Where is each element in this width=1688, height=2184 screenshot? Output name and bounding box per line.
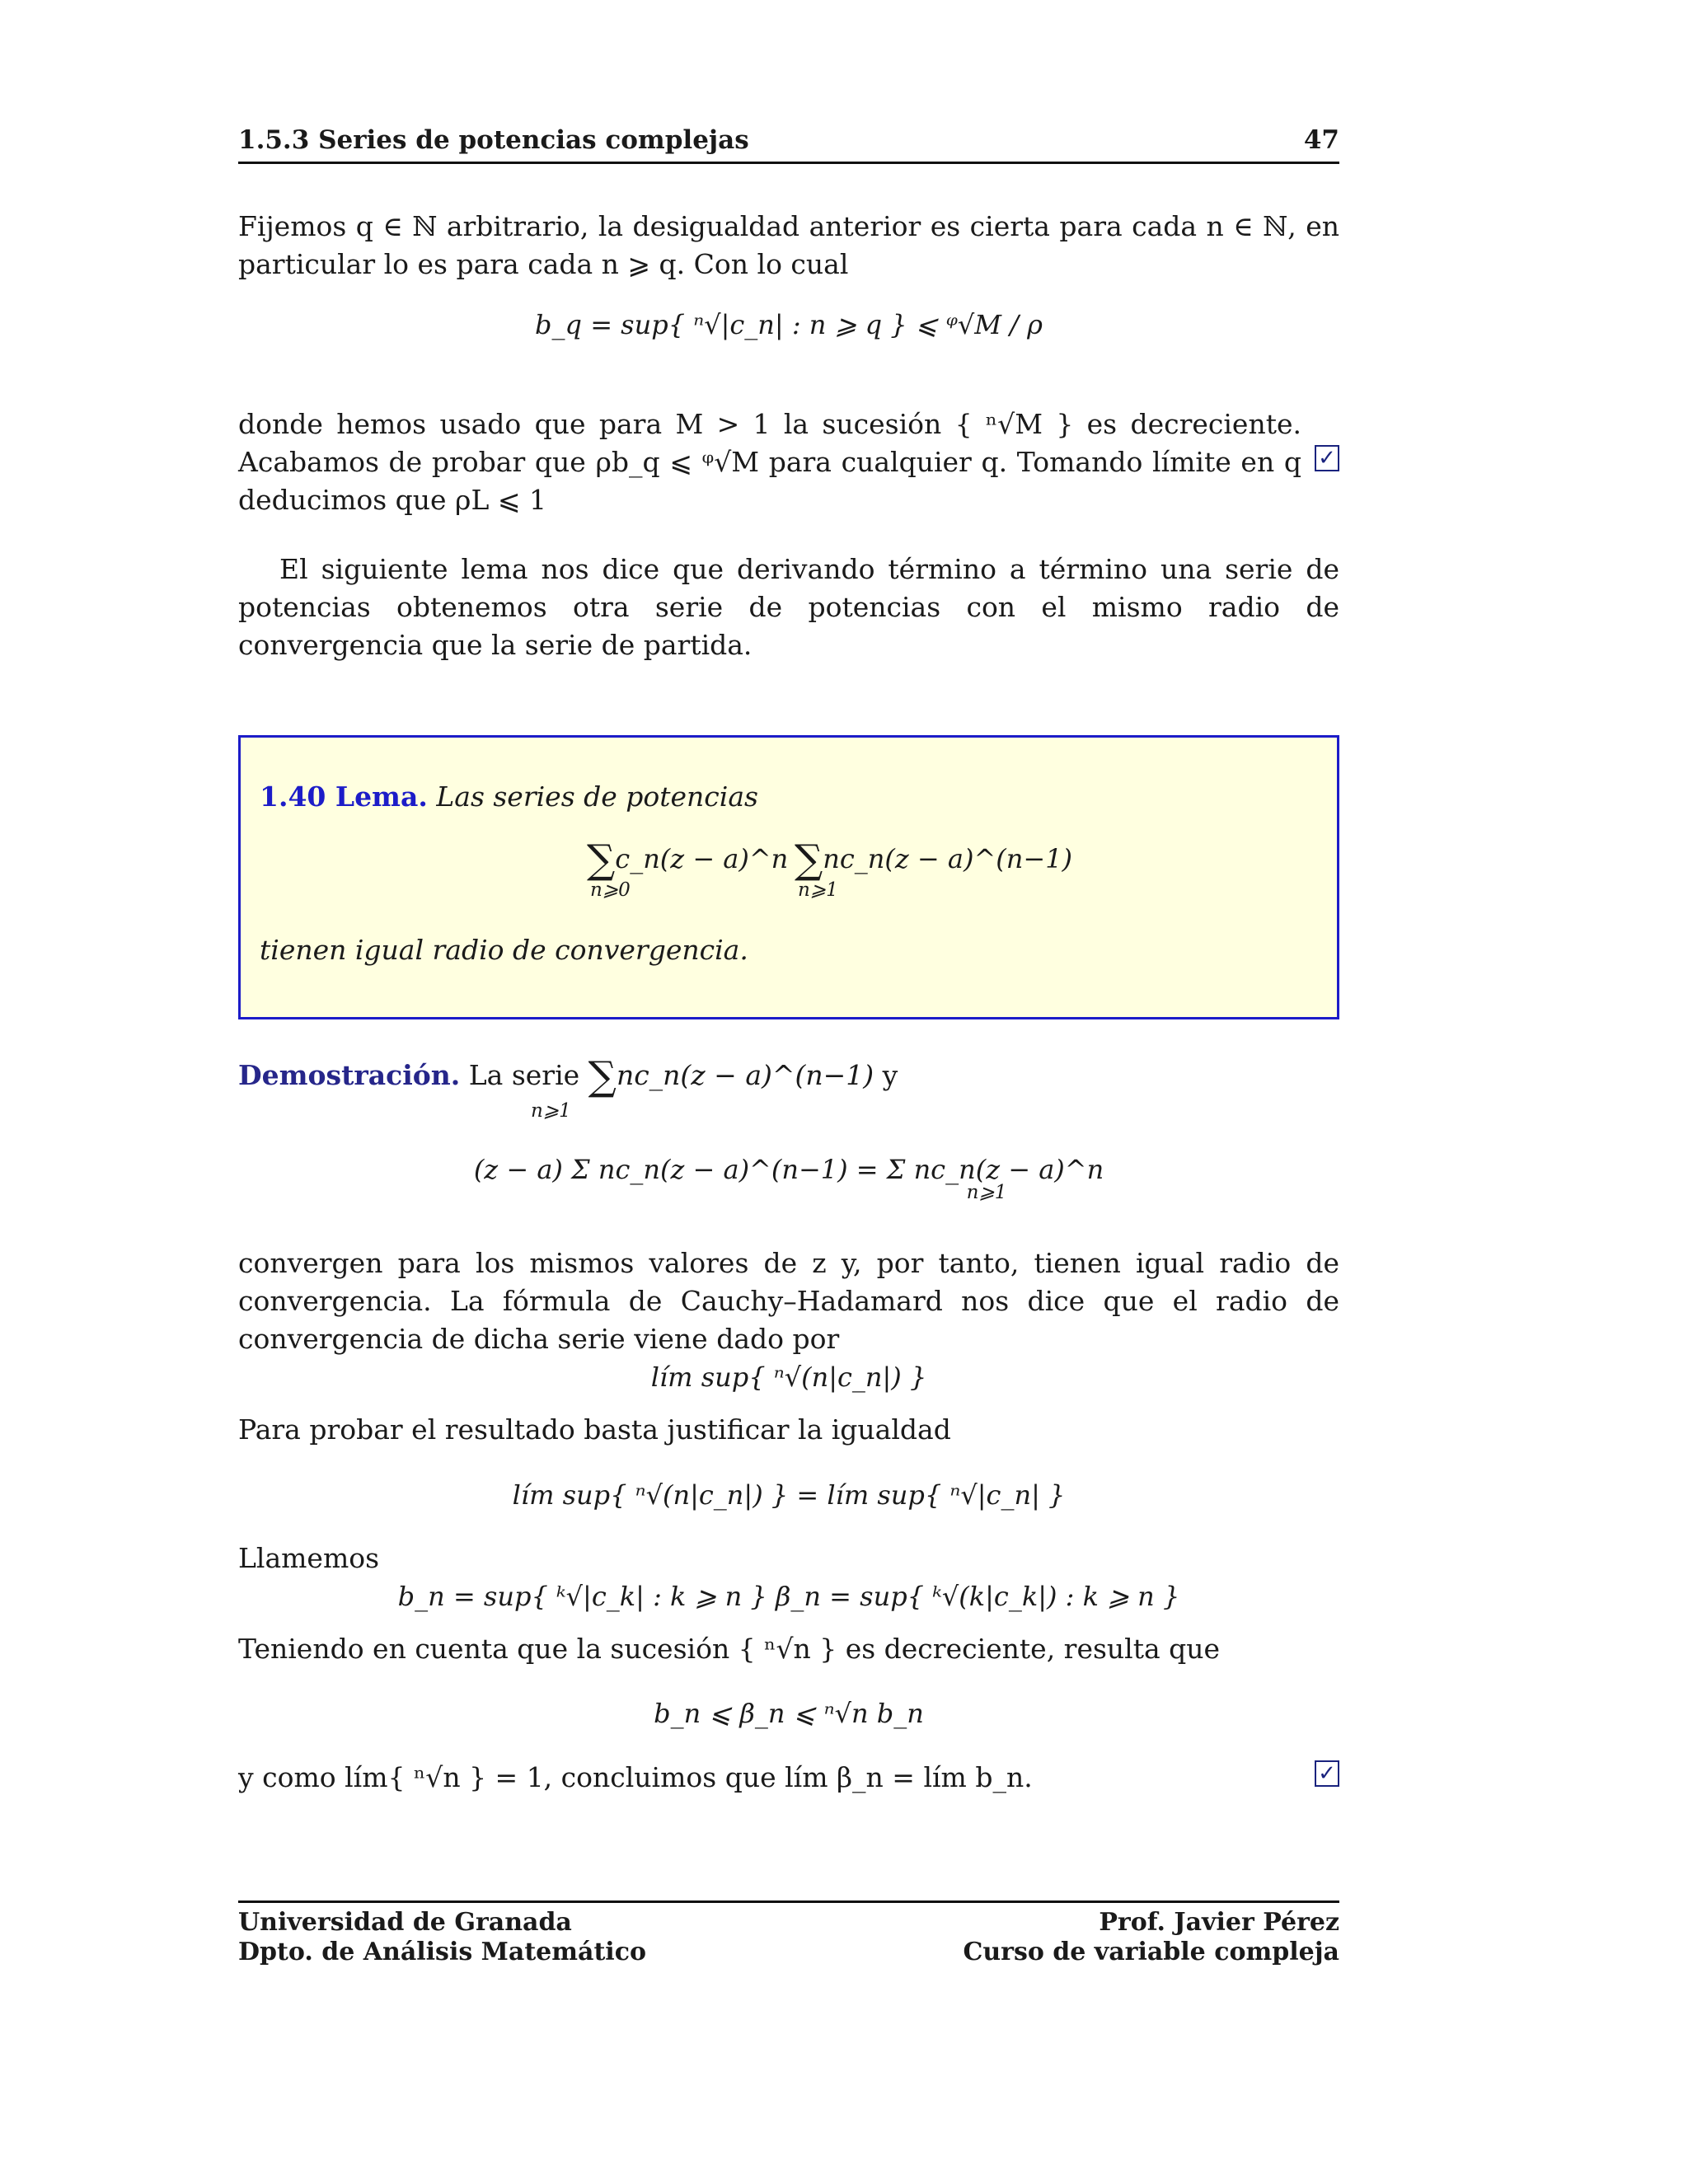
lemma-box bbox=[238, 735, 1339, 1019]
page-number: 47 bbox=[1303, 125, 1339, 155]
series-power: ∑c_n(z − a)^n n⩾0 bbox=[587, 837, 789, 901]
lemma-statement: Las series de potencias bbox=[436, 780, 758, 813]
series-power-term: c_n(z − a)^n bbox=[615, 843, 789, 874]
proof-lead-text: La serie bbox=[468, 1059, 580, 1091]
equation-shift bbox=[238, 1154, 1339, 1203]
series-power-index: n⩾0 bbox=[590, 879, 631, 901]
equation-shift-text: (z − a) Σ nc_n(z − a)^(n−1) = Σ nc_n(z − a)^n bbox=[473, 1154, 1104, 1185]
equation-limsup: lím sup{ ⁿ√(n|c_n|) } bbox=[650, 1361, 927, 1393]
series-derivative: ∑nc_n(z − a)^(n−1) n⩾1 bbox=[795, 837, 1073, 901]
running-footer bbox=[238, 1900, 1339, 1969]
lemma-heading bbox=[260, 780, 758, 813]
intro-paragraph: El siguiente lema nos dice que derivando término a término una serie de potencias obtenemos otra serie de potencias con el mismo radio de convergencia que la serie de partida. bbox=[238, 553, 1339, 661]
running-header bbox=[238, 122, 1339, 164]
equation-definitions: b_n = sup{ ᵏ√|c_k| : k ⩾ n } β_n = sup{ ᵏ√(k|c_k|) : k ⩾ n } bbox=[397, 1581, 1180, 1612]
paragraph-3: convergen para los mismos valores de z y, por tanto, tienen igual radio de convergencia. La fórmula de Cauchy–Hadamard nos dice que el radio de convergencia de dicha serie viene dado por bbox=[238, 1247, 1339, 1355]
proof-lead-index: n⩾1 bbox=[531, 1100, 571, 1122]
paragraph-5: Llamemos bbox=[238, 1542, 380, 1574]
proof-lead-sum: nc_n(z − a)^(n−1) bbox=[616, 1059, 874, 1091]
paragraph-6: Teniendo en cuenta que la sucesión { ⁿ√n } es decreciente, resulta que bbox=[238, 1633, 1221, 1665]
equation-bounds: b_n ⩽ β_n ⩽ ⁿ√n b_n bbox=[654, 1698, 924, 1729]
qed-checkmark-icon: ✓ bbox=[1315, 445, 1339, 471]
equation-equality: lím sup{ ⁿ√(n|c_n|) } = lím sup{ ⁿ√|c_n| } bbox=[512, 1479, 1066, 1511]
series-derivative-term: nc_n(z − a)^(n−1) bbox=[823, 843, 1073, 874]
section-title: 1.5.3 Series de potencias complejas bbox=[238, 125, 749, 155]
qed-checkmark-icon: ✓ bbox=[1315, 1760, 1339, 1787]
footer-course: Curso de variable compleja bbox=[963, 1938, 1339, 1966]
paragraph-7: y como lím{ ⁿ√n } = 1, concluimos que lím β_n = lím b_n. bbox=[238, 1761, 1033, 1793]
footer-university: Universidad de Granada bbox=[238, 1908, 572, 1937]
series-derivative-index: n⩾1 bbox=[798, 879, 838, 901]
proof-label: Demostración. bbox=[238, 1059, 461, 1091]
proof-lead: Demostración. La serie ∑nc_n(z − a)^(n−1) y n⩾1 bbox=[238, 1057, 1339, 1130]
footer-department: Dpto. de Análisis Matemático bbox=[238, 1938, 646, 1966]
paragraph-2: donde hemos usado que para M > 1 la sucesión { ⁿ√M } es decreciente. Acabamos de probar que ρb_q ⩽ ᵠ√M para cualquier q. Tomando límite en q deducimos que ρL ⩽ 1 bbox=[238, 408, 1301, 516]
lemma-conclusion: tienen igual radio de convergencia. bbox=[260, 934, 748, 966]
footer-author: Prof. Javier Pérez bbox=[1099, 1908, 1339, 1937]
lemma-series bbox=[241, 837, 1337, 919]
lemma-label: 1.40 Lema. bbox=[260, 780, 428, 813]
paragraph-1: Fijemos q ∈ ℕ arbitrario, la desigualdad anterior es cierta para cada n ∈ ℕ, en particular lo es para cada n ⩾ q. Con lo cual bbox=[238, 210, 1339, 280]
proof-lead-tail: y bbox=[882, 1059, 898, 1091]
equation-shift-index: n⩾1 bbox=[966, 1182, 1007, 1203]
page bbox=[238, 0, 1339, 2184]
equation-bq: b_q = sup{ ⁿ√|c_n| : n ⩾ q } ⩽ ᵠ√M / ρ bbox=[535, 309, 1043, 340]
paragraph-4: Para probar el resultado basta justificar la igualdad bbox=[238, 1413, 951, 1446]
